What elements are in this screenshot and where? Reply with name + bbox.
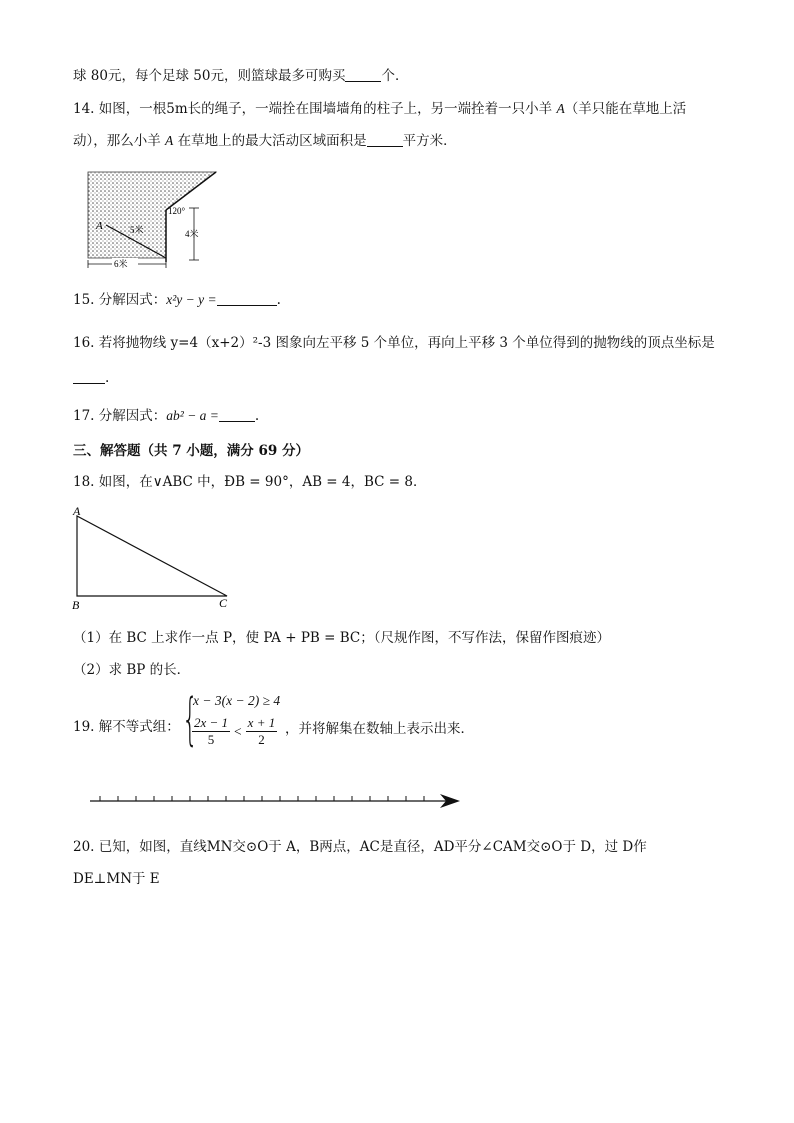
q19-prefix: 19. 解不等式组： — [73, 719, 180, 735]
answer-blank[interactable] — [367, 132, 403, 147]
point-a-label: A — [96, 220, 103, 232]
vertex-b-label: B — [72, 598, 80, 612]
q18-triangle-figure — [70, 502, 240, 614]
fraction-left: 2x − 1 5 — [194, 715, 229, 747]
q14-line1: 14. 如图，一根5m长的绳子，一端拴在围墙墙角的柱子上，另一端拴着一只小羊 A（羊只能在草地上活 — [73, 101, 687, 117]
answer-blank[interactable] — [219, 407, 255, 422]
q18-part2: （2）求 BP 的长． — [73, 662, 191, 678]
number-line-ticks — [100, 796, 424, 801]
q14-figure — [84, 170, 220, 274]
vertex-a-label: A — [73, 504, 81, 518]
q19-suffix: ，并将解集在数轴上表示出来． — [285, 721, 474, 737]
q19-inequality-1: x − 3(x − 2) ≥ 4 — [193, 693, 281, 708]
triangle-abc — [77, 516, 227, 596]
q14-line2: 动），那么小羊 A 在草地上的最大活动区域面积是 平方米． — [73, 133, 457, 149]
grass-region — [88, 172, 216, 258]
q16-line1: 16. 若将抛物线 y=4（x+2）²-3 图象向左平移 5 个单位，再向上平移 3 个单位得到的抛物线的顶点坐标是 — [73, 335, 715, 351]
answer-blank[interactable] — [217, 291, 277, 306]
q17: 17. 分解因式：ab² − a = . — [73, 408, 260, 424]
q18-part1: （1）在 BC 上求作一点 P，使 PA + PB = BC；（尺规作图，不写作法，保留作图痕迹） — [73, 630, 610, 646]
number-line[interactable] — [88, 790, 468, 814]
height-label: 4米 — [185, 229, 199, 239]
vertex-c-label: C — [219, 596, 228, 610]
rope-label: 5米 — [130, 225, 144, 235]
answer-blank[interactable] — [345, 67, 381, 82]
q16-line2: . — [73, 368, 109, 388]
q19-system-brace: { — [182, 687, 199, 752]
q20-line2: DE⊥MN于 E — [73, 871, 160, 887]
answer-blank[interactable] — [73, 369, 105, 384]
q19-inequality-2: 2x − 1 5 < x + 1 2 — [194, 715, 276, 747]
width-label: 6米 — [114, 259, 128, 269]
q13-tail: 球 80元，每个足球 50元，则篮球最多可购买 个． — [73, 68, 409, 84]
section-3-title: 三、解答题（共 7 小题，满分 69 分） — [73, 443, 309, 459]
q20-line1: 20. 已知，如图，直线MN交⊙O于 A，B两点，AC是直径，AD平分∠CAM交⊙O于 D，过 D作 — [73, 839, 647, 855]
angle-label: 120° — [168, 206, 186, 216]
q18-intro: 18. 如图，在∨ABC 中，ÐB = 90°，AB = 4，BC = 8． — [73, 474, 427, 490]
q15: 15. 分解因式：x²y − y = . — [73, 292, 281, 308]
fraction-right: x + 1 2 — [247, 715, 276, 747]
